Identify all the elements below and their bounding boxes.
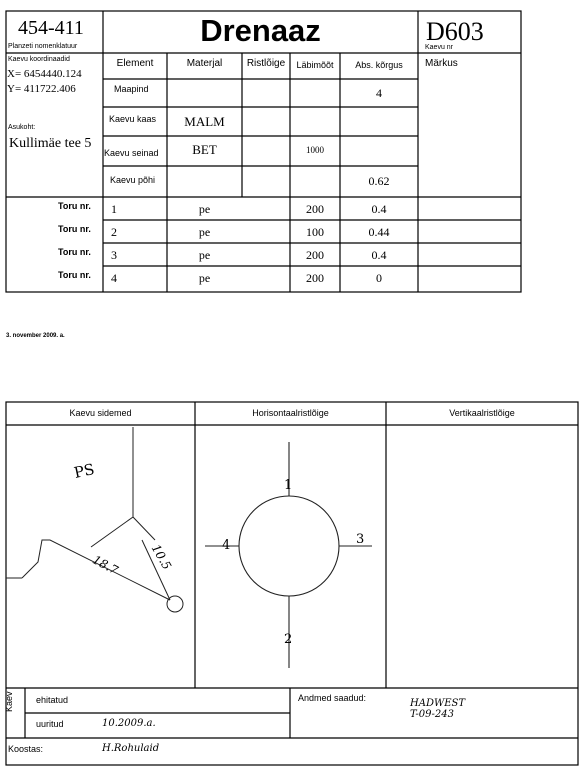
- connections-sketch: [6, 427, 183, 612]
- footer-koostas-label: Koostas:: [8, 744, 44, 754]
- footer-koostas: H.Rohulaid: [102, 743, 160, 754]
- pipe-label-4: Toru nr.: [58, 270, 91, 280]
- pipe-no-2: 2: [111, 225, 117, 239]
- pipe-no-1: 1: [111, 202, 117, 216]
- well-number: D603: [426, 17, 484, 46]
- section-vertical: Vertikaalristlõige: [449, 408, 515, 418]
- pipe-diameter-2: 100: [306, 225, 324, 239]
- row-diameter-walls: 1000: [306, 145, 324, 155]
- coord-y: Y= 411722.406: [7, 83, 76, 95]
- pipe-no-3: 3: [111, 248, 117, 262]
- sketch-pipe-left: 4: [222, 538, 231, 553]
- sketch-ps-label: PS: [72, 460, 97, 482]
- page-title: Drenaaz: [200, 13, 321, 48]
- pipe-height-1: 0.4: [371, 202, 387, 216]
- footer-kaev-label: Kaev: [4, 691, 14, 712]
- header-diameter: Läbimõõt: [296, 60, 334, 70]
- pipe-label-2: Toru nr.: [58, 224, 91, 234]
- sketch-pipe-bottom: 2: [284, 632, 293, 647]
- header-remarks: Märkus: [425, 58, 458, 69]
- sketch-pipe-right: 3: [356, 532, 365, 547]
- header-material: Materjal: [186, 58, 223, 69]
- pipe-height-2: 0.44: [368, 225, 390, 239]
- address: Kullimäe tee 5: [9, 136, 92, 151]
- footer-data-from-1: HADWEST: [410, 698, 466, 709]
- pipe-material-3: pe: [198, 248, 211, 262]
- pipe-no-4: 4: [111, 271, 117, 285]
- pipe-diameter-3: 200: [306, 248, 324, 262]
- row-element-cover: Kaevu kaas: [109, 114, 157, 124]
- header-element: Element: [116, 58, 154, 69]
- document-date: 3. november 2009. a.: [6, 333, 65, 339]
- sketch-distance-1: 18.7: [90, 552, 121, 578]
- row-height-bottom: 0.62: [368, 174, 390, 188]
- sketch-distance-2: 10.5: [148, 541, 175, 573]
- header-abs-height: Abs. kõrgus: [355, 60, 403, 70]
- sketch-pipe-top: 1: [284, 478, 293, 493]
- row-element-bottom: Kaevu põhi: [110, 175, 156, 185]
- footer-data-from-label: Andmed saadud:: [298, 693, 367, 703]
- section-connections: Kaevu sidemed: [69, 408, 132, 418]
- section-horizontal: Horisontaalristlõige: [252, 408, 329, 418]
- pipe-height-4: 0: [376, 271, 382, 285]
- well-number-label: Kaevu nr: [425, 44, 454, 51]
- footer-uuritud-label: uuritud: [36, 719, 64, 729]
- header-cross-section: Ristlõige: [246, 58, 286, 69]
- pipe-diameter-4: 200: [306, 271, 324, 285]
- footer-uuritud-date: 10.2009.a.: [102, 718, 156, 729]
- nomenclature-label: Planzeti nomenklatuur: [8, 43, 78, 50]
- pipe-label-1: Toru nr.: [58, 201, 91, 211]
- pipe-material-1: pe: [198, 202, 211, 216]
- nomenclature-code: 454-411: [18, 17, 84, 39]
- pipe-diameter-1: 200: [306, 202, 324, 216]
- pipe-material-4: pe: [198, 271, 211, 285]
- row-height-ground: 4: [376, 86, 382, 100]
- coords-label: Kaevu koordinaadid: [8, 56, 70, 63]
- pipe-height-3: 0.4: [371, 248, 387, 262]
- pipe-material-2: pe: [198, 225, 211, 239]
- footer-ehitatud-label: ehitatud: [36, 695, 69, 705]
- row-element-walls: Kaevu seinad: [104, 148, 159, 158]
- footer-data-from-2: T-09-243: [410, 709, 454, 720]
- coord-x: X= 6454440.124: [7, 68, 82, 80]
- pipe-label-3: Toru nr.: [58, 247, 91, 257]
- address-label: Asukoht:: [8, 124, 36, 131]
- row-material-walls: BET: [192, 142, 217, 157]
- row-element-ground: Maapind: [114, 84, 149, 94]
- row-material-cover: MALM: [184, 114, 225, 129]
